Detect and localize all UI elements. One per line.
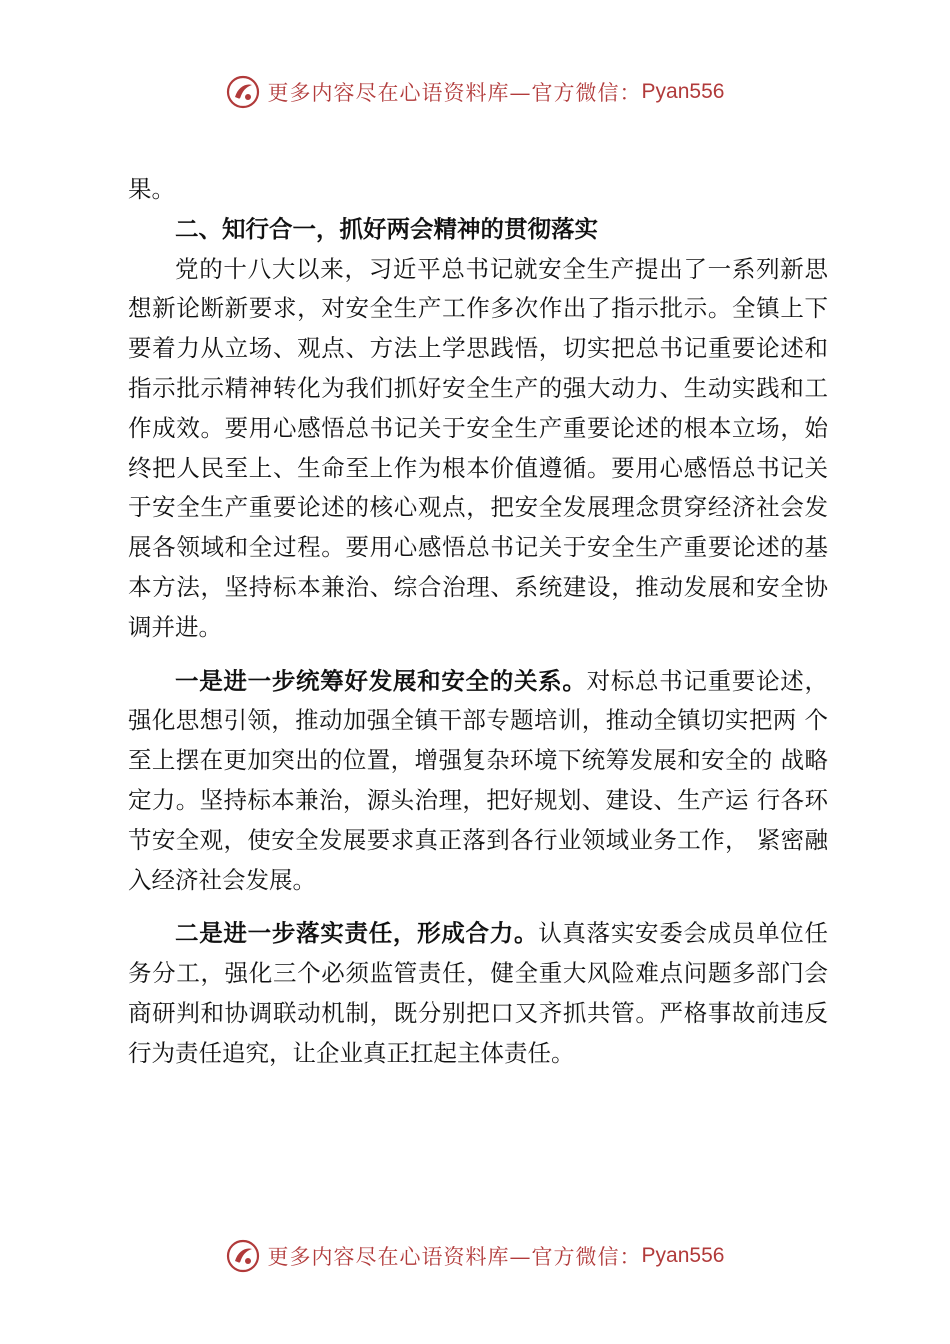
header-watermark-banner [0,72,950,112]
paragraph-lead: 一是进一步统筹好发展和安全的关系。 [175,666,587,695]
document-body [128,170,828,1074]
section-heading: 二、知行合一，抓好两会精神的贯彻落实 [175,214,598,243]
paragraph-intro: 党的十八大以来，习近平总书记就安全生产提出了一系列新思想新论断新要求，对安全生产工作多次作出了指示批示。全镇上下要着力从立场、观点、方法上学思践悟，切实把总书记重要论述和指示批示精神转化为我们抓好安全生产的强大动力、生动实践和工作成效。要用心感悟总书记关于安全生产重要论述的根本立场，始终把人民至上、生命至上作为根本价值遵循。要用心感悟总书记关于安全生产重要论述的核心观点，把安全发展理念贯穿经济社会发展各领域和全过程。要用心感悟总书记关于安全生产重要论述的基本方法，坚持标本兼治、综合治理、系统建设，推动发展和安全协调并进。 [128,254,828,641]
paragraph-lead: 二是进一步落实责任，形成合力。 [175,919,539,948]
brand-logo-icon [226,75,260,109]
paragraph-body: 认真落实安委会成员单位任务分工，强化三个必须监管责任，健全重大风险难点问题多部门会商研判和协调联动机制，既分别把口又齐抓共管。严格事故前违反行为责任追究，让企业真正扛起主体责任。 [128,919,829,1067]
footer-watermark-banner [0,1236,950,1276]
paragraph-coordination [128,662,828,901]
banner-wechat-id: Pyan556 [641,1244,725,1267]
continuation-fragment: 果。 [128,175,175,203]
banner-text: 更多内容尽在心语资料库—官方微信： [267,1245,642,1269]
banner-text: 更多内容尽在心语资料库—官方微信： [267,81,642,105]
paragraph-responsibility [128,914,828,1073]
brand-logo-icon [226,1239,260,1273]
banner-wechat-id: Pyan556 [641,80,725,103]
paragraph-body: 对标总书记重要论述，强化思想引领，推动加强全镇干部专题培训，推动全镇切实把两 个至上摆在更加突出的位置，增强复杂环境下统筹发展和安全的 战略定力。坚持标本兼治，源头治理，把好规划、建设、生产运 行各环节安全观，使安全发展要求真正落到各行业领域业务工作， 紧密融入经济社会发展。 [128,666,829,894]
